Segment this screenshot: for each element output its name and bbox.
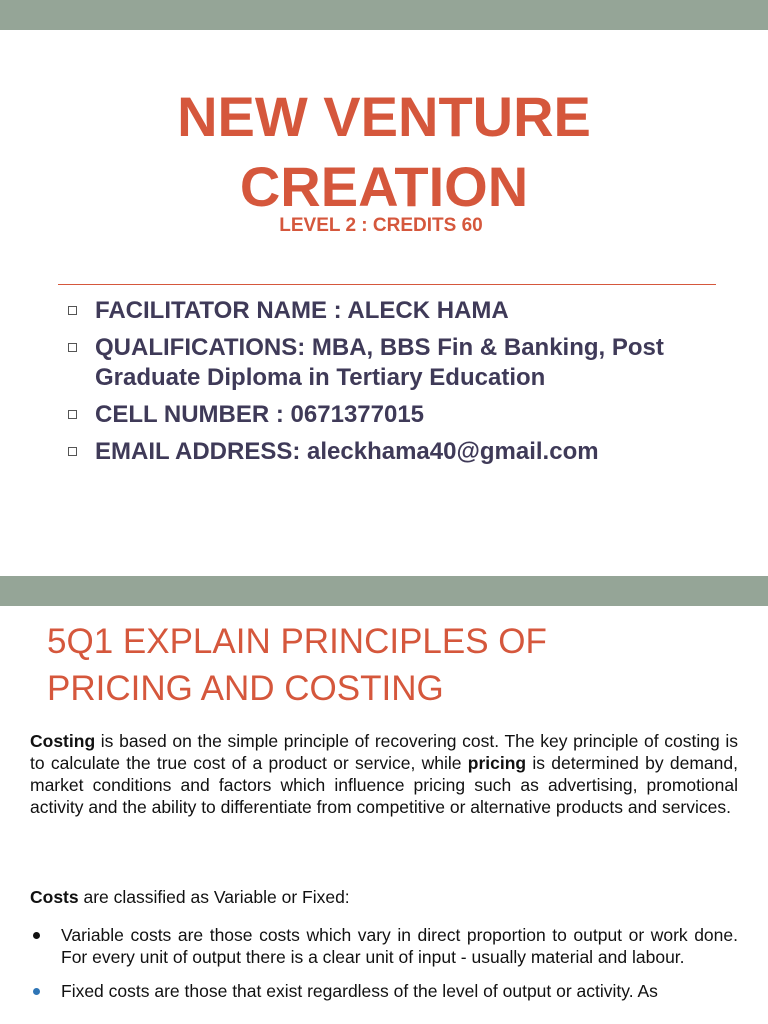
bullet-dot-icon — [33, 932, 40, 939]
info-item-qualifications: QUALIFICATIONS: MBA, BBS Fin & Banking, Post Graduate Diploma in Tertiary Education — [66, 333, 746, 393]
bullet-dot-icon — [33, 988, 40, 995]
content-slide — [0, 606, 768, 1024]
bullet-variable-costs: Variable costs are those costs which vary in direct proportion to output or work done. For every unit of output there is a clear unit of input - usually material and labour. — [30, 924, 738, 968]
slide-separator-band — [0, 576, 768, 606]
costs-classification-paragraph: Costs are classified as Variable or Fixed: — [30, 887, 350, 907]
bullet-fixed-costs: Fixed costs are those that exist regardless of the level of output or activity. As — [30, 980, 738, 1002]
slide-subtitle: LEVEL 2 : CREDITS 60 — [279, 215, 483, 236]
divider — [58, 284, 716, 285]
checkbox-bullet-icon — [68, 410, 77, 419]
top-band — [0, 0, 768, 30]
title-line-1: NEW VENTURE — [177, 85, 591, 148]
costs-bullet-list — [30, 924, 738, 1014]
title-slide — [0, 30, 768, 576]
checkbox-bullet-icon — [68, 343, 77, 352]
slide-heading: 5Q1 EXPLAIN PRINCIPLES OF PRICING AND COSTING — [47, 622, 547, 708]
costing-paragraph: Costing is based on the simple principle of recovering cost. The key principle of costing is to calculate the true cost of a product or service, while pricing is determined by demand, market conditions and factors which influence pricing such as advertising, promotional activity and the ability to differentiate from competitive or alternative products and services. — [30, 731, 738, 817]
checkbox-bullet-icon — [68, 306, 77, 315]
title-line-2: CREATION — [239, 155, 529, 218]
slide-title — [0, 82, 768, 222]
info-item-facilitator: FACILITATOR NAME : ALECK HAMA — [66, 296, 746, 326]
info-item-cell-number: CELL NUMBER : 0671377015 — [66, 400, 746, 430]
checkbox-bullet-icon — [68, 447, 77, 456]
info-item-email: EMAIL ADDRESS: aleckhama40@gmail.com — [66, 437, 746, 467]
facilitator-info-list — [66, 296, 746, 474]
